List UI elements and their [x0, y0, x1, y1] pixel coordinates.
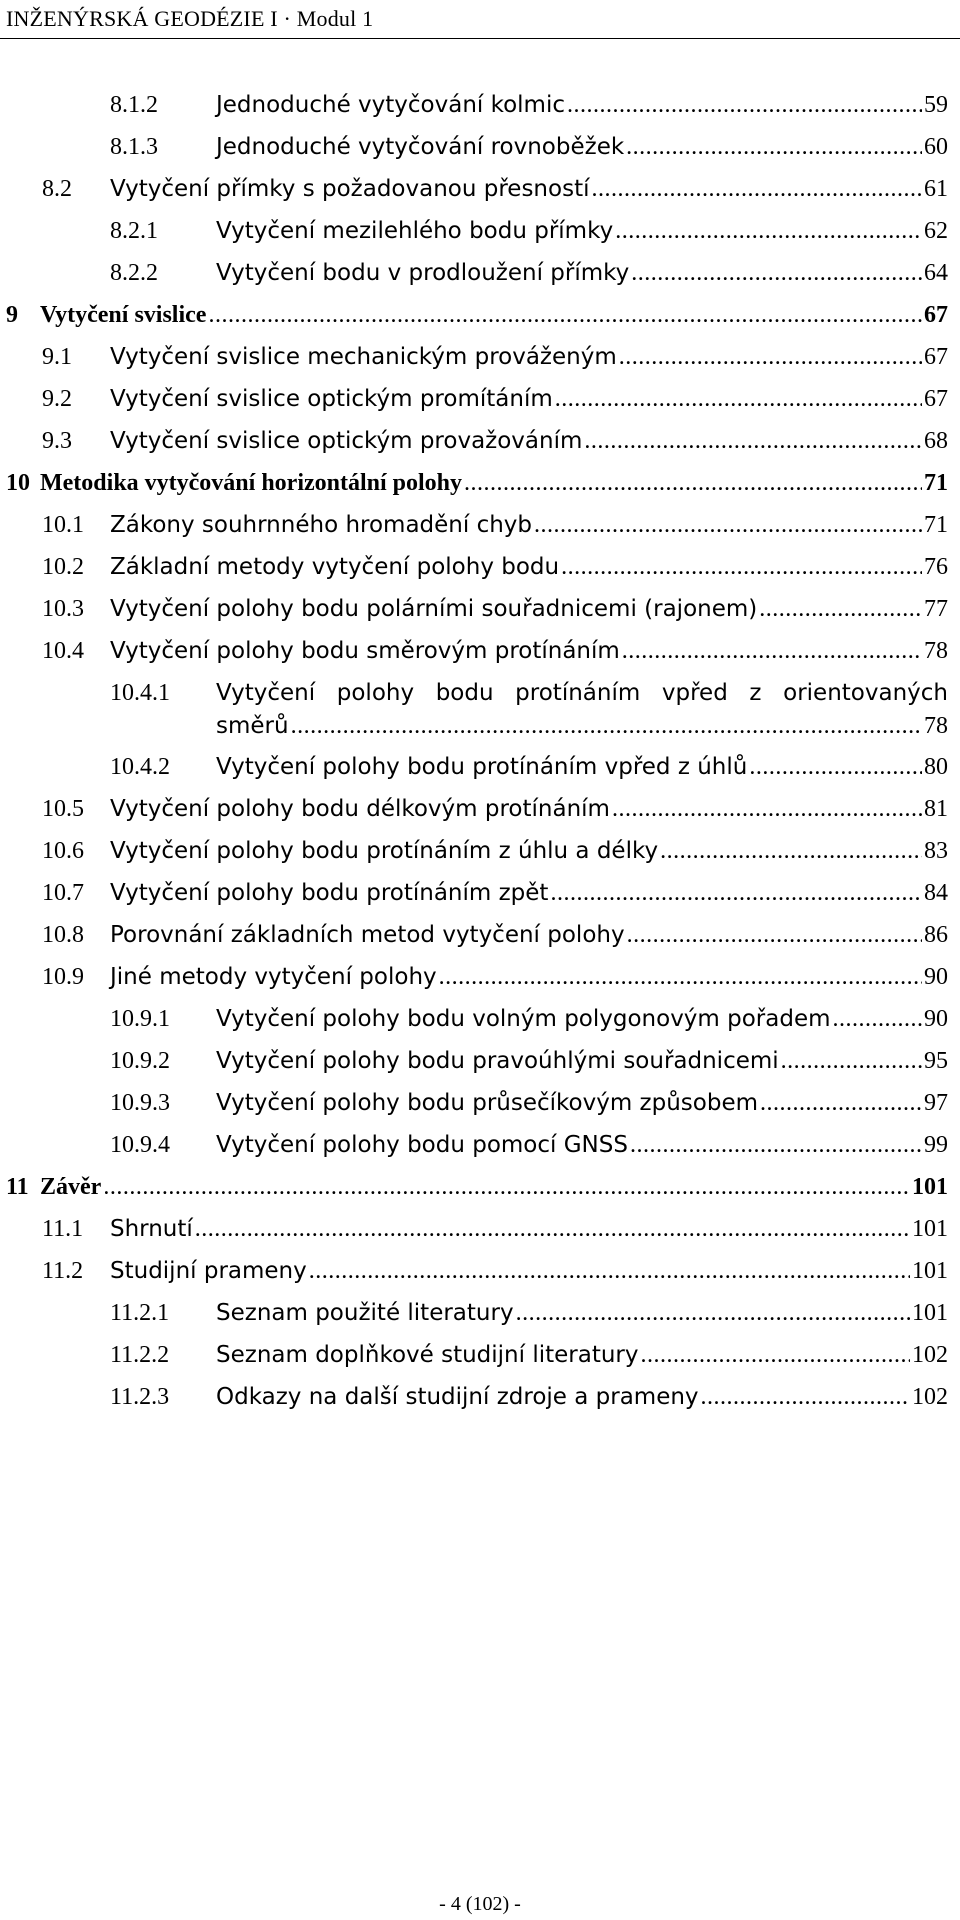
toc-entry-body: [216, 252, 948, 294]
toc-entry-body: [40, 294, 948, 336]
toc-entry[interactable]: [0, 872, 960, 914]
toc-entry-number: 10.4.2: [110, 754, 170, 780]
toc-entry[interactable]: [0, 168, 960, 210]
dot-leader: [701, 1376, 910, 1418]
toc-entry-number: 11.2: [42, 1258, 84, 1284]
toc-entry-title-continued: směrů: [216, 713, 289, 739]
toc-entry[interactable]: [0, 1166, 960, 1208]
dot-leader: [612, 788, 922, 830]
toc-entry-number: 9: [6, 302, 18, 328]
dot-leader: [555, 378, 922, 420]
toc-entry-number: 10.4.1: [110, 680, 170, 706]
toc-entry-title: Vytyčení svislice mechanickým prováženým: [110, 344, 617, 370]
dot-leader: [550, 872, 922, 914]
toc-entry[interactable]: [0, 788, 960, 830]
toc-entry-title: Seznam doplňkové studijní literatury: [216, 1342, 639, 1368]
toc-entry[interactable]: [0, 294, 960, 336]
toc-entry-number: 9.1: [42, 344, 72, 370]
toc-entry[interactable]: [0, 914, 960, 956]
toc-entry-body: [110, 956, 948, 998]
toc-entry-body: [216, 1082, 948, 1124]
toc-entry-title: Vytyčení polohy bodu protínáním vpřed z orientovaných: [216, 680, 948, 706]
toc-entry[interactable]: [0, 672, 960, 746]
toc-entry[interactable]: [0, 1250, 960, 1292]
toc-entry-title: Jiné metody vytyčení polohy: [110, 964, 437, 990]
toc-entry-body: [110, 378, 948, 420]
toc-entry[interactable]: [0, 84, 960, 126]
toc-entry-body: [110, 872, 948, 914]
dot-leader: [567, 84, 922, 126]
toc-entry-title: Metodika vytyčování horizontální polohy: [40, 470, 463, 496]
toc-entry-page: 101: [912, 1174, 948, 1200]
toc-entry-body: [216, 210, 948, 252]
toc-entry-body: [216, 746, 948, 788]
toc-entry-number: 10.5: [42, 796, 84, 822]
toc-entry-title: Vytyčení polohy bodu protínáním z úhlu a délky: [110, 838, 659, 864]
toc-entry-title: Vytyčení polohy bodu průsečíkovým způsobem: [216, 1090, 758, 1116]
toc-entry-number: 9.2: [42, 386, 72, 412]
toc-entry-body: [110, 546, 948, 588]
toc-entry-page: 60: [924, 134, 948, 160]
dot-leader: [464, 462, 922, 504]
toc-entry-title: Vytyčení mezilehlého bodu přímky: [216, 218, 614, 244]
dot-leader: [641, 1334, 911, 1376]
toc-entry-number: 11.2.3: [110, 1384, 170, 1410]
toc-entry-title: Seznam použité literatury: [216, 1300, 514, 1326]
toc-entry-body: [110, 630, 948, 672]
toc-entry[interactable]: [0, 336, 960, 378]
toc-entry-page: 101: [912, 1300, 948, 1326]
toc-entry-title: Vytyčení svislice optickým promítáním: [110, 386, 553, 412]
toc-entry[interactable]: [0, 1082, 960, 1124]
toc-entry[interactable]: [0, 998, 960, 1040]
toc-entry-number: 9.3: [42, 428, 72, 454]
dot-leader: [291, 709, 922, 743]
toc-entry-title: Vytyčení polohy bodu protínáním zpět: [110, 880, 549, 906]
toc-entry-page: 102: [912, 1384, 948, 1410]
toc-entry-number: 8.2.2: [110, 260, 158, 286]
toc-entry-title: Vytyčení přímky s požadovanou přesností: [110, 176, 590, 202]
toc-entry-number: 11.2.1: [110, 1300, 170, 1326]
dot-leader: [516, 1292, 910, 1334]
dot-leader: [561, 546, 922, 588]
toc-entry-title: Vytyčení polohy bodu protínáním vpřed z úhlů: [216, 754, 748, 780]
dot-leader: [534, 504, 922, 546]
toc-entry-page: 67: [924, 386, 948, 412]
toc-entry[interactable]: [0, 462, 960, 504]
toc-entry-number: 10.9.1: [110, 1006, 170, 1032]
toc-entry-body: [216, 126, 948, 168]
toc-entry-page: 84: [924, 880, 948, 906]
toc-entry[interactable]: [0, 378, 960, 420]
toc-entry-page: 76: [924, 554, 948, 580]
toc-entry-body: [40, 1166, 948, 1208]
toc-entry-number: 8.1.2: [110, 92, 158, 118]
toc-entry-page: 78: [924, 713, 948, 739]
dot-leader: [626, 126, 922, 168]
toc-entry-page: 62: [924, 218, 948, 244]
table-of-contents: [0, 84, 960, 1418]
dot-leader: [660, 830, 922, 872]
toc-entry-page: 95: [924, 1048, 948, 1074]
toc-entry[interactable]: [0, 126, 960, 168]
toc-entry-body: [110, 1208, 948, 1250]
toc-entry-title: Vytyčení polohy bodu pravoúhlými souřadnicemi: [216, 1048, 779, 1074]
toc-entry-title: Vytyčení svislice optickým provažováním: [110, 428, 583, 454]
toc-entry-number: 8.1.3: [110, 134, 158, 160]
toc-entry-number: 10.7: [42, 880, 84, 906]
toc-entry-title: Odkazy na další studijní zdroje a prameny: [216, 1384, 699, 1410]
toc-entry-page: 77: [924, 596, 948, 622]
toc-entry-number: 10.4: [42, 638, 84, 664]
toc-entry[interactable]: [0, 630, 960, 672]
dot-leader: [759, 588, 922, 630]
toc-entry-number: 11.2.2: [110, 1342, 170, 1368]
toc-entry[interactable]: [0, 830, 960, 872]
toc-entry-page: 71: [924, 470, 948, 496]
toc-entry-page: 86: [924, 922, 948, 948]
dot-leader: [833, 998, 922, 1040]
toc-entry-page: 67: [924, 344, 948, 370]
toc-entry-body: [110, 504, 948, 546]
toc-entry-number: 10.1: [42, 512, 84, 538]
toc-entry[interactable]: [0, 504, 960, 546]
toc-entry-number: 11.1: [42, 1216, 84, 1242]
toc-entry-title: Základní metody vytyčení polohy bodu: [110, 554, 560, 580]
toc-entry-body: [110, 420, 948, 462]
toc-entry-page: 61: [924, 176, 948, 202]
toc-entry-title: Jednoduché vytyčování rovnoběžek: [216, 134, 625, 160]
toc-entry-title: Vytyčení polohy bodu polárními souřadnicemi (rajonem): [110, 596, 758, 622]
toc-entry-title: Vytyčení polohy bodu volným polygonovým pořadem: [216, 1006, 831, 1032]
page-header: INŽENÝRSKÁ GEODÉZIE I · Modul 1: [6, 6, 374, 31]
toc-entry[interactable]: [0, 210, 960, 252]
toc-entry-page: 81: [924, 796, 948, 822]
toc-entry-page: 83: [924, 838, 948, 864]
dot-leader: [631, 252, 922, 294]
toc-entry-page: 90: [924, 964, 948, 990]
toc-entry[interactable]: [0, 956, 960, 998]
toc-entry-page: 97: [924, 1090, 948, 1116]
toc-entry-title: Studijní prameny: [110, 1258, 307, 1284]
toc-entry-number: 10.9.4: [110, 1132, 170, 1158]
toc-entry[interactable]: [0, 1376, 960, 1418]
toc-entry-body: [216, 998, 948, 1040]
dot-leader: [781, 1040, 922, 1082]
toc-entry-number: 10.6: [42, 838, 84, 864]
toc-entry-number: 10.9: [42, 964, 84, 990]
toc-entry[interactable]: [0, 1292, 960, 1334]
dot-leader: [627, 914, 922, 956]
toc-entry-number: 10.3: [42, 596, 84, 622]
toc-entry-number: 10.9.3: [110, 1090, 170, 1116]
toc-entry-page: 102: [912, 1342, 948, 1368]
toc-entry-body: [110, 168, 948, 210]
toc-entry-body: [110, 914, 948, 956]
dot-leader: [760, 1082, 922, 1124]
toc-entry-page: 71: [924, 512, 948, 538]
dot-leader: [749, 746, 922, 788]
toc-entry-title: Vytyčení polohy bodu pomocí GNSS: [216, 1132, 628, 1158]
toc-entry-body: [216, 1376, 948, 1418]
toc-entry-title: Shrnutí: [110, 1216, 193, 1242]
page-number: - 4 (102) -: [439, 1893, 521, 1915]
toc-entry-number: 11: [6, 1174, 29, 1200]
dot-leader: [309, 1250, 910, 1292]
toc-entry-page: 68: [924, 428, 948, 454]
dot-leader: [584, 420, 922, 462]
toc-entry-body: [110, 1250, 948, 1292]
toc-entry-page: 90: [924, 1006, 948, 1032]
toc-entry-body: [216, 677, 948, 743]
toc-entry-page: 101: [912, 1258, 948, 1284]
dot-leader: [622, 630, 922, 672]
toc-entry-title: Zákony souhrnného hromadění chyb: [110, 512, 533, 538]
dot-leader: [619, 336, 922, 378]
dot-leader: [615, 210, 922, 252]
toc-entry-page: 67: [924, 302, 948, 328]
toc-entry-body: [216, 1124, 948, 1166]
toc-entry[interactable]: [0, 252, 960, 294]
toc-entry-title: Vytyčení polohy bodu délkovým protínáním: [110, 796, 610, 822]
dot-leader: [208, 294, 922, 336]
toc-entry[interactable]: [0, 546, 960, 588]
header-divider: [0, 38, 960, 39]
toc-entry-body: [216, 1334, 948, 1376]
toc-entry-title: Vytyčení bodu v prodloužení přímky: [216, 260, 630, 286]
toc-entry[interactable]: [0, 1040, 960, 1082]
toc-entry-page: 64: [924, 260, 948, 286]
dot-leader: [103, 1166, 910, 1208]
toc-entry-page: 80: [924, 754, 948, 780]
toc-entry[interactable]: [0, 420, 960, 462]
toc-entry-title: Porovnání základních metod vytyčení polohy: [110, 922, 625, 948]
toc-entry-number: 8.2.1: [110, 218, 158, 244]
toc-entry-body: [216, 84, 948, 126]
toc-entry-title: Jednoduché vytyčování kolmic: [216, 92, 565, 118]
toc-entry-body: [110, 830, 948, 872]
toc-entry-title: Vytyčení polohy bodu směrovým protínáním: [110, 638, 620, 664]
dot-leader: [630, 1124, 922, 1166]
toc-entry-number: 10.8: [42, 922, 84, 948]
toc-entry-page: 78: [924, 638, 948, 664]
toc-entry-page: 99: [924, 1132, 948, 1158]
toc-entry[interactable]: [0, 1124, 960, 1166]
toc-entry[interactable]: [0, 1334, 960, 1376]
toc-entry-number: 10.9.2: [110, 1048, 170, 1074]
toc-entry-body: [216, 1292, 948, 1334]
toc-entry-number: 10: [6, 470, 30, 496]
toc-entry[interactable]: [0, 746, 960, 788]
toc-entry-body: [110, 336, 948, 378]
toc-entry-title: Vytyčení svislice: [40, 302, 207, 328]
dot-leader: [591, 168, 922, 210]
toc-entry-body: [40, 462, 948, 504]
dot-leader: [195, 1208, 910, 1250]
toc-entry-page: 101: [912, 1216, 948, 1242]
toc-entry-number: 8.2: [42, 176, 72, 202]
dot-leader: [439, 956, 922, 998]
toc-entry-body: [216, 1040, 948, 1082]
toc-entry-body: [110, 588, 948, 630]
toc-entry-number: 10.2: [42, 554, 84, 580]
toc-entry-body: [110, 788, 948, 830]
toc-entry-page: 59: [924, 92, 948, 118]
toc-entry[interactable]: [0, 588, 960, 630]
toc-entry-title: Závěr: [40, 1174, 102, 1200]
toc-entry[interactable]: [0, 1208, 960, 1250]
